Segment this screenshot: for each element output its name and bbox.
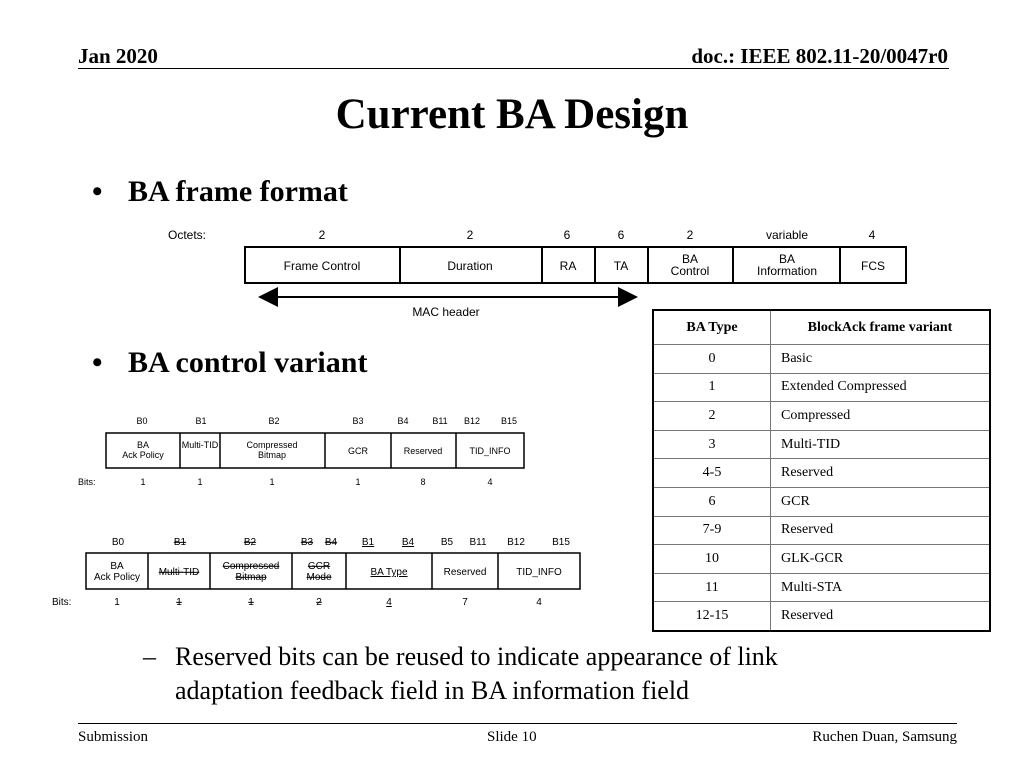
table-row [653,516,990,545]
bit-label: B12 [507,537,525,548]
table-row [653,345,990,374]
octet-value: 6 [563,228,571,242]
bit-label: B1 [195,416,207,426]
footer-author: Ruchen Duan, Samsung [812,729,957,745]
octet-value: 6 [617,228,625,242]
bit-label: B5 [440,537,454,548]
table-cell: Reserved [771,459,991,488]
field-multi-tid: Multi-TID [181,440,219,450]
frame-field-ba-information: BA Information [756,252,818,278]
bullet-text: BA control variant [128,346,368,379]
ba-type-table [652,309,991,632]
slide-title: Current BA Design [335,91,689,138]
table-cell: 3 [653,430,771,459]
footer-divider [78,723,957,724]
frame-field-ra: RA [559,259,577,273]
table-cell: Multi-STA [771,573,991,602]
bit-label: B12 [463,416,481,426]
header-date: Jan 2020 [78,44,158,68]
field-compressed-bitmap: Compressed Bitmap [246,440,298,460]
octet-value: 4 [868,228,876,242]
field-tid-info: TID_INFO [516,567,562,578]
frame-field-fcs: FCS [861,259,885,273]
bit-label: B15 [500,416,518,426]
table-row [653,430,990,459]
table-row [653,573,990,602]
octet-value: 2 [318,228,326,242]
bit-label-new: B4 [401,537,415,548]
bit-count: 1 [355,477,361,487]
field-ba-ack-policy: BA Ack Policy [122,440,164,460]
footer-slide-number: Slide 10 [487,729,537,745]
table-cell: Reserved [771,516,991,545]
field-reserved: Reserved [403,446,443,456]
table-cell: GLK-GCR [771,545,991,574]
table-header: BA Type [653,310,771,345]
bit-label: B3 [352,416,364,426]
bit-count: 4 [536,597,542,608]
table-row [653,373,990,402]
bit-label: B15 [552,537,570,548]
table-row [653,402,990,431]
ba-control-current-diagram [74,410,534,492]
table-cell: 11 [653,573,771,602]
octet-value: 2 [466,228,474,242]
bit-count: 1 [197,477,203,487]
bit-count: 4 [487,477,493,487]
table-cell: 6 [653,487,771,516]
table-cell: Reserved [771,602,991,631]
bit-label: B0 [136,416,148,426]
bullet-symbol: • [92,346,103,379]
table-cell: 2 [653,402,771,431]
octets-label: Octets: [168,228,207,242]
bit-count-new: 4 [386,597,392,608]
bit-label: B0 [111,537,125,548]
bit-count: 1 [114,597,120,608]
octet-value: 2 [686,228,694,242]
field-compressed-bitmap-struck: Compressed Bitmap [222,561,280,583]
table-cell: 12-15 [653,602,771,631]
field-ba-ack-policy: BA Ack Policy [93,561,141,583]
table-cell: 0 [653,345,771,374]
header-doc-id: doc.: IEEE 802.11-20/0047r0 [691,44,948,68]
bullet-symbol: • [92,175,103,208]
table-cell: Extended Compressed [771,373,991,402]
bit-label: B11 [432,416,448,426]
field-multi-tid-struck: Multi-TID [158,567,200,578]
table-row [653,602,990,631]
bit-count: 1 [140,477,146,487]
sub-bullet [143,640,875,708]
table-cell: 10 [653,545,771,574]
field-gcr: GCR [348,446,368,456]
bit-count: 1 [269,477,275,487]
bit-label-new: B1 [361,537,375,548]
frame-field-duration: Duration [447,259,493,273]
bullet-text: BA frame format [128,175,348,208]
ba-control-proposed-diagram [50,530,590,610]
table-cell: Compressed [771,402,991,431]
bit-count-struck: 1 [248,597,254,608]
frame-field-ba-control: BA Control [670,252,710,278]
bullet-frame-format [92,175,348,209]
bit-count: 8 [420,477,426,487]
bits-label: Bits: [78,477,96,487]
bit-label-struck: B4 [324,537,338,548]
bit-label-struck: B1 [173,537,187,548]
field-gcr-mode-struck: GCR Mode [306,561,332,583]
bullet-control-variant [92,346,367,380]
bit-label: B4 [397,416,409,426]
bit-count: 7 [462,597,468,608]
field-ba-type-new: BA Type [370,567,408,578]
table-cell: 1 [653,373,771,402]
table-row [653,487,990,516]
bit-label: B2 [268,416,280,426]
table-cell: 7-9 [653,516,771,545]
table-cell: Multi-TID [771,430,991,459]
bit-label-struck: B3 [300,537,314,548]
bit-label: B11 [469,537,487,548]
sub-bullet-text: Reserved bits can be reused to indicate appearance of link adaptation feedback field in BA information field [175,642,778,705]
frame-field-ta: TA [613,259,629,273]
bits-label: Bits: [52,597,72,608]
frame-field-frame-control: Frame Control [283,259,361,273]
bit-label-struck: B2 [243,537,257,548]
table-cell: 4-5 [653,459,771,488]
octet-value: variable [765,228,809,242]
control-field-box [106,433,524,468]
table-cell: Basic [771,345,991,374]
mac-header-label: MAC header [412,305,480,319]
sub-bullet-dash: – [143,642,156,671]
bit-count-struck: 2 [316,597,322,608]
field-tid-info: TID_INFO [469,446,511,456]
footer-submission: Submission [78,729,149,745]
table-row [653,459,990,488]
field-reserved: Reserved [443,567,487,578]
table-header: BlockAck frame variant [771,310,991,345]
table-cell: GCR [771,487,991,516]
table-row [653,545,990,574]
header-divider [78,68,949,69]
bit-count-struck: 1 [176,597,182,608]
